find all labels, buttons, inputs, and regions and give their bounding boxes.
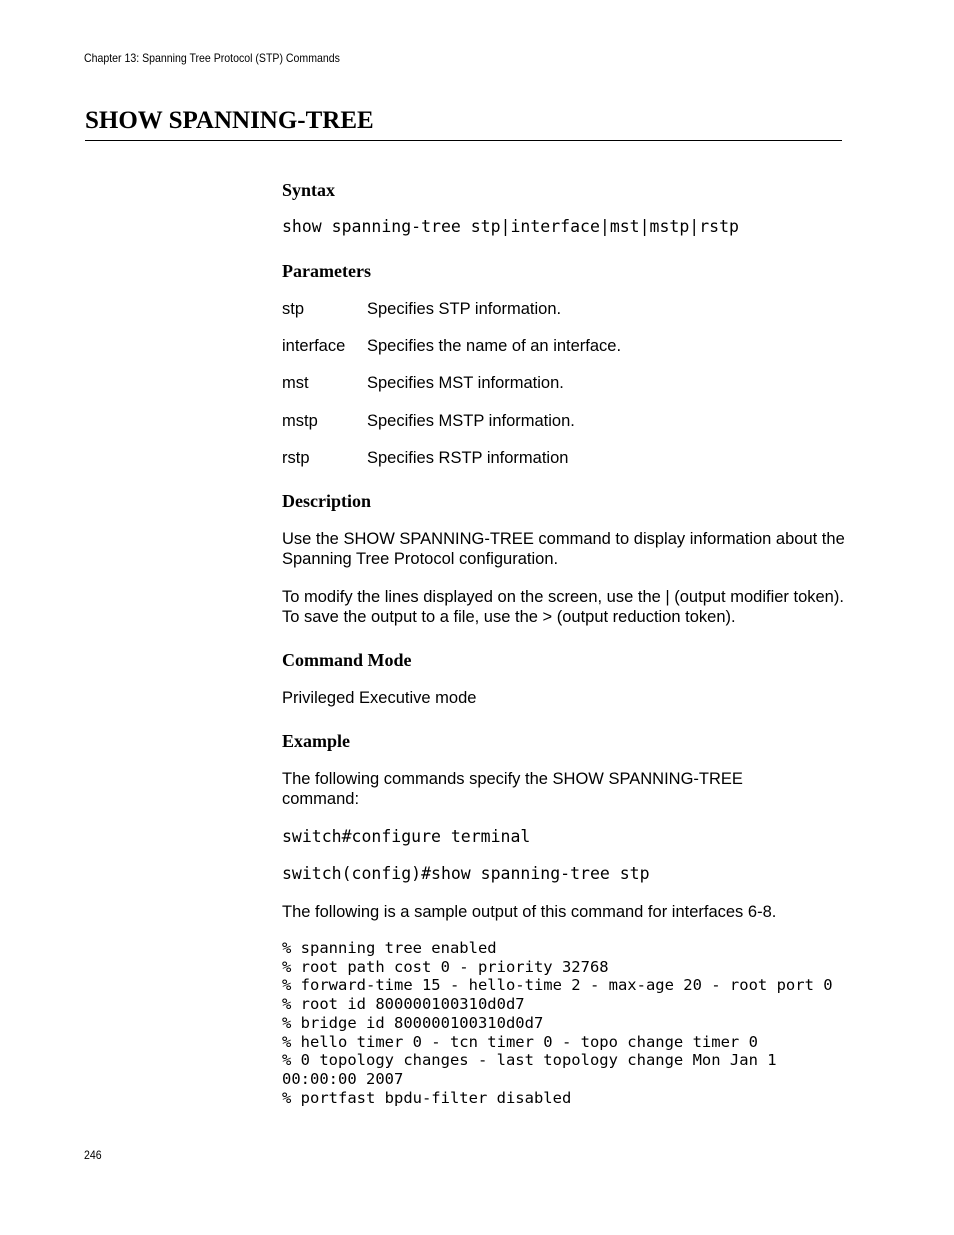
output-line: % root id 800000100310d0d7 [282, 995, 525, 1014]
example-intro: The following commands specify the SHOW SPANNING-TREE command: [282, 770, 743, 808]
output-line: % bridge id 800000100310d0d7 [282, 1013, 544, 1032]
command-mode-text: Privileged Executive mode [282, 689, 477, 707]
parameter-name: interface [282, 337, 346, 355]
title-rule [85, 140, 842, 141]
parameter-description: Specifies STP information. [367, 300, 562, 318]
parameter-description: Specifies the name of an interface. [367, 337, 622, 355]
output-line: % portfast bpdu-filter disabled [282, 1088, 572, 1107]
output-line: % root path cost 0 - priority 32768 [282, 957, 609, 976]
sample-output [282, 939, 833, 1107]
page-number: 246 [84, 1148, 102, 1162]
syntax-heading: Syntax [282, 180, 336, 200]
example-command: switch(config)#show spanning-tree stp [282, 864, 650, 883]
example-output-intro: The following is a sample output of this command for interfaces 6-8. [282, 903, 777, 921]
command-mode-heading: Command Mode [282, 650, 412, 670]
output-line: % 0 topology changes - last topology change Mon Jan 1 [282, 1051, 777, 1070]
parameter-description: Specifies MSTP information. [367, 412, 575, 430]
parameter-description: Specifies MST information. [367, 374, 564, 392]
parameter-description: Specifies RSTP information [367, 449, 569, 467]
parameter-name: mst [282, 374, 309, 392]
output-line: % hello timer 0 - tcn timer 0 - topo change timer 0 [282, 1032, 758, 1051]
parameter-name: rstp [282, 449, 310, 467]
parameter-name: mstp [282, 412, 318, 430]
example-command: switch#configure terminal [282, 827, 531, 846]
parameters-heading: Parameters [282, 261, 371, 281]
description-heading: Description [282, 491, 371, 511]
parameter-name: stp [282, 300, 305, 318]
page-title: SHOW SPANNING-TREE [85, 107, 374, 134]
output-line: % spanning tree enabled [282, 939, 497, 957]
description-paragraph: To modify the lines displayed on the screen, use the | (output modifier token). To save the output to a file, use the > (output reduction token). [282, 588, 844, 626]
output-line: % forward-time 15 - hello-time 2 - max-age 20 - root port 0 [282, 976, 833, 995]
running-header: Chapter 13: Spanning Tree Protocol (STP) Commands [84, 51, 340, 65]
syntax-command: show spanning-tree stp|interface|mst|mstp|rstp [282, 217, 739, 236]
output-line: 00:00:00 2007 [282, 1069, 404, 1088]
description-paragraph: Use the SHOW SPANNING-TREE command to display information about the Spanning Tree Protocol configuration. [282, 530, 845, 568]
example-heading: Example [282, 731, 351, 751]
